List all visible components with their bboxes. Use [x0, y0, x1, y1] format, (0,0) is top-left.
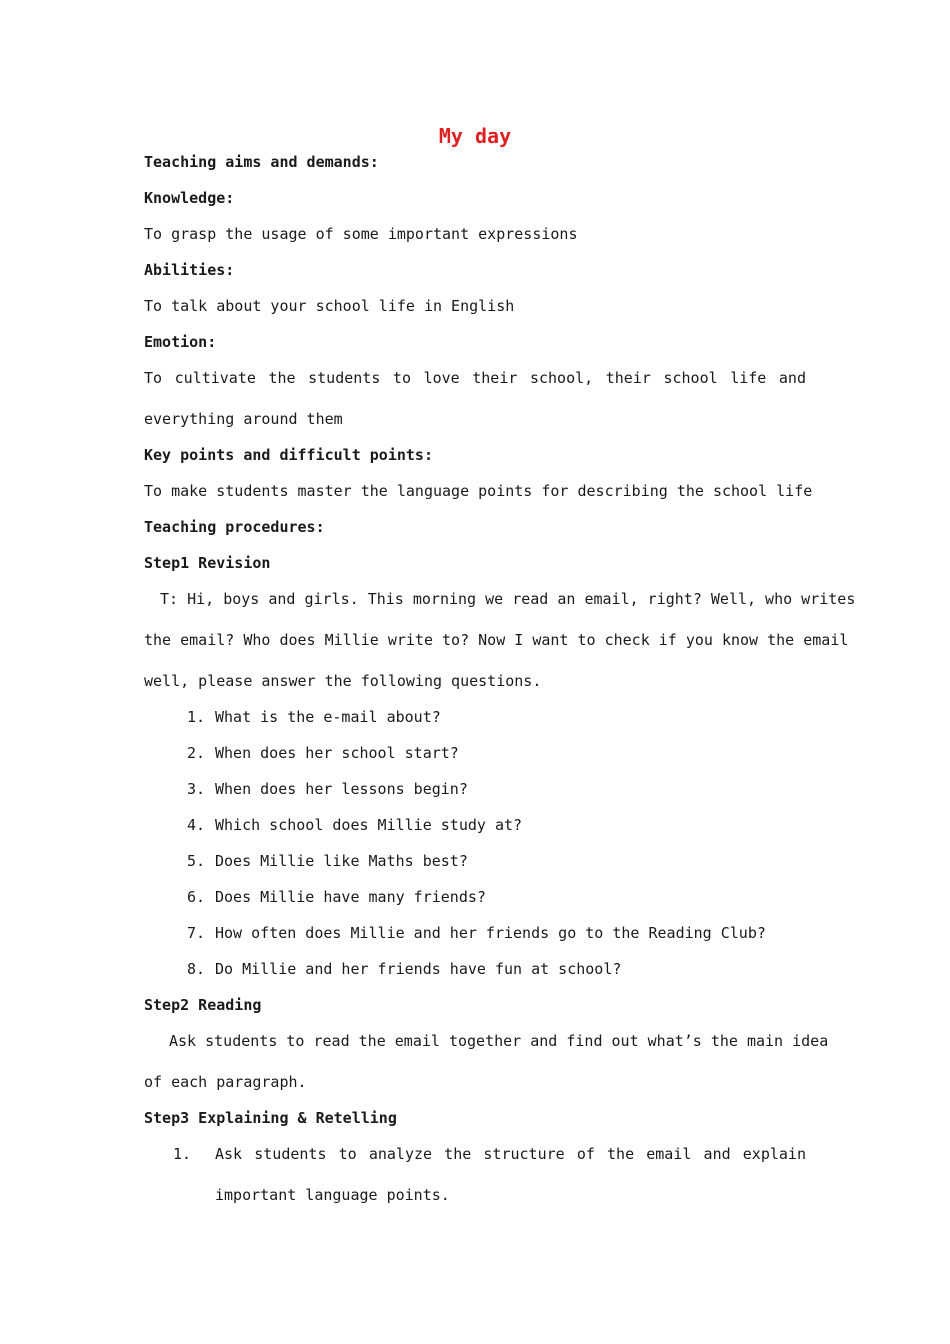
step3-item-line-1: Ask students to analyze the structure of the email and explain [215, 1145, 806, 1163]
knowledge-text: To grasp the usage of some important expressions [144, 225, 578, 243]
list-item-number: 1. [187, 708, 206, 726]
step1-text-line-2: the email? Who does Millie write to? Now I want to check if you know the email [144, 631, 849, 649]
emotion-text-line-1: To cultivate the students to love their school, their school life and [144, 369, 806, 387]
list-item-number: 8. [187, 960, 206, 978]
list-item-number: 4. [187, 816, 206, 834]
aims-heading: Teaching aims and demands: [144, 153, 379, 171]
step1-text-line-3: well, please answer the following questions. [144, 672, 542, 690]
list-item-text: When does her school start? [215, 744, 459, 762]
abilities-text: To talk about your school life in English [144, 297, 515, 315]
list-item-text: How often does Millie and her friends go to the Reading Club? [215, 924, 766, 942]
list-item-number: 1. [173, 1145, 192, 1163]
list-item-number: 2. [187, 744, 206, 762]
list-item-text: Does Millie like Maths best? [215, 852, 468, 870]
step2-heading: Step2 Reading [144, 996, 262, 1014]
list-item-number: 3. [187, 780, 206, 798]
list-item-text: Which school does Millie study at? [215, 816, 523, 834]
step1-heading: Step1 Revision [144, 554, 271, 572]
key-points-heading: Key points and difficult points: [144, 446, 433, 464]
list-item-text: Does Millie have many friends? [215, 888, 486, 906]
page-title: My day [438, 124, 512, 148]
list-item-text: When does her lessons begin? [215, 780, 468, 798]
step3-heading: Step3 Explaining & Retelling [144, 1109, 397, 1127]
step2-text-line-1: Ask students to read the email together and find out what’s the main idea [169, 1032, 829, 1050]
emotion-heading: Emotion: [144, 333, 217, 351]
list-item-text: What is the e-mail about? [215, 708, 441, 726]
step2-text-line-2: of each paragraph. [144, 1073, 307, 1091]
list-item-number: 6. [187, 888, 206, 906]
abilities-heading: Abilities: [144, 261, 235, 279]
procedures-heading: Teaching procedures: [144, 518, 325, 536]
list-item-number: 7. [187, 924, 206, 942]
emotion-text-line-2: everything around them [144, 410, 343, 428]
step3-item-line-2: important language points. [215, 1186, 450, 1204]
list-item-number: 5. [187, 852, 206, 870]
step1-text-line-1: T: Hi, boys and girls. This morning we read an email, right? Well, who writes [160, 590, 856, 608]
knowledge-heading: Knowledge: [144, 189, 235, 207]
key-points-text: To make students master the language points for describing the school life [144, 482, 813, 500]
list-item-text: Do Millie and her friends have fun at school? [215, 960, 622, 978]
